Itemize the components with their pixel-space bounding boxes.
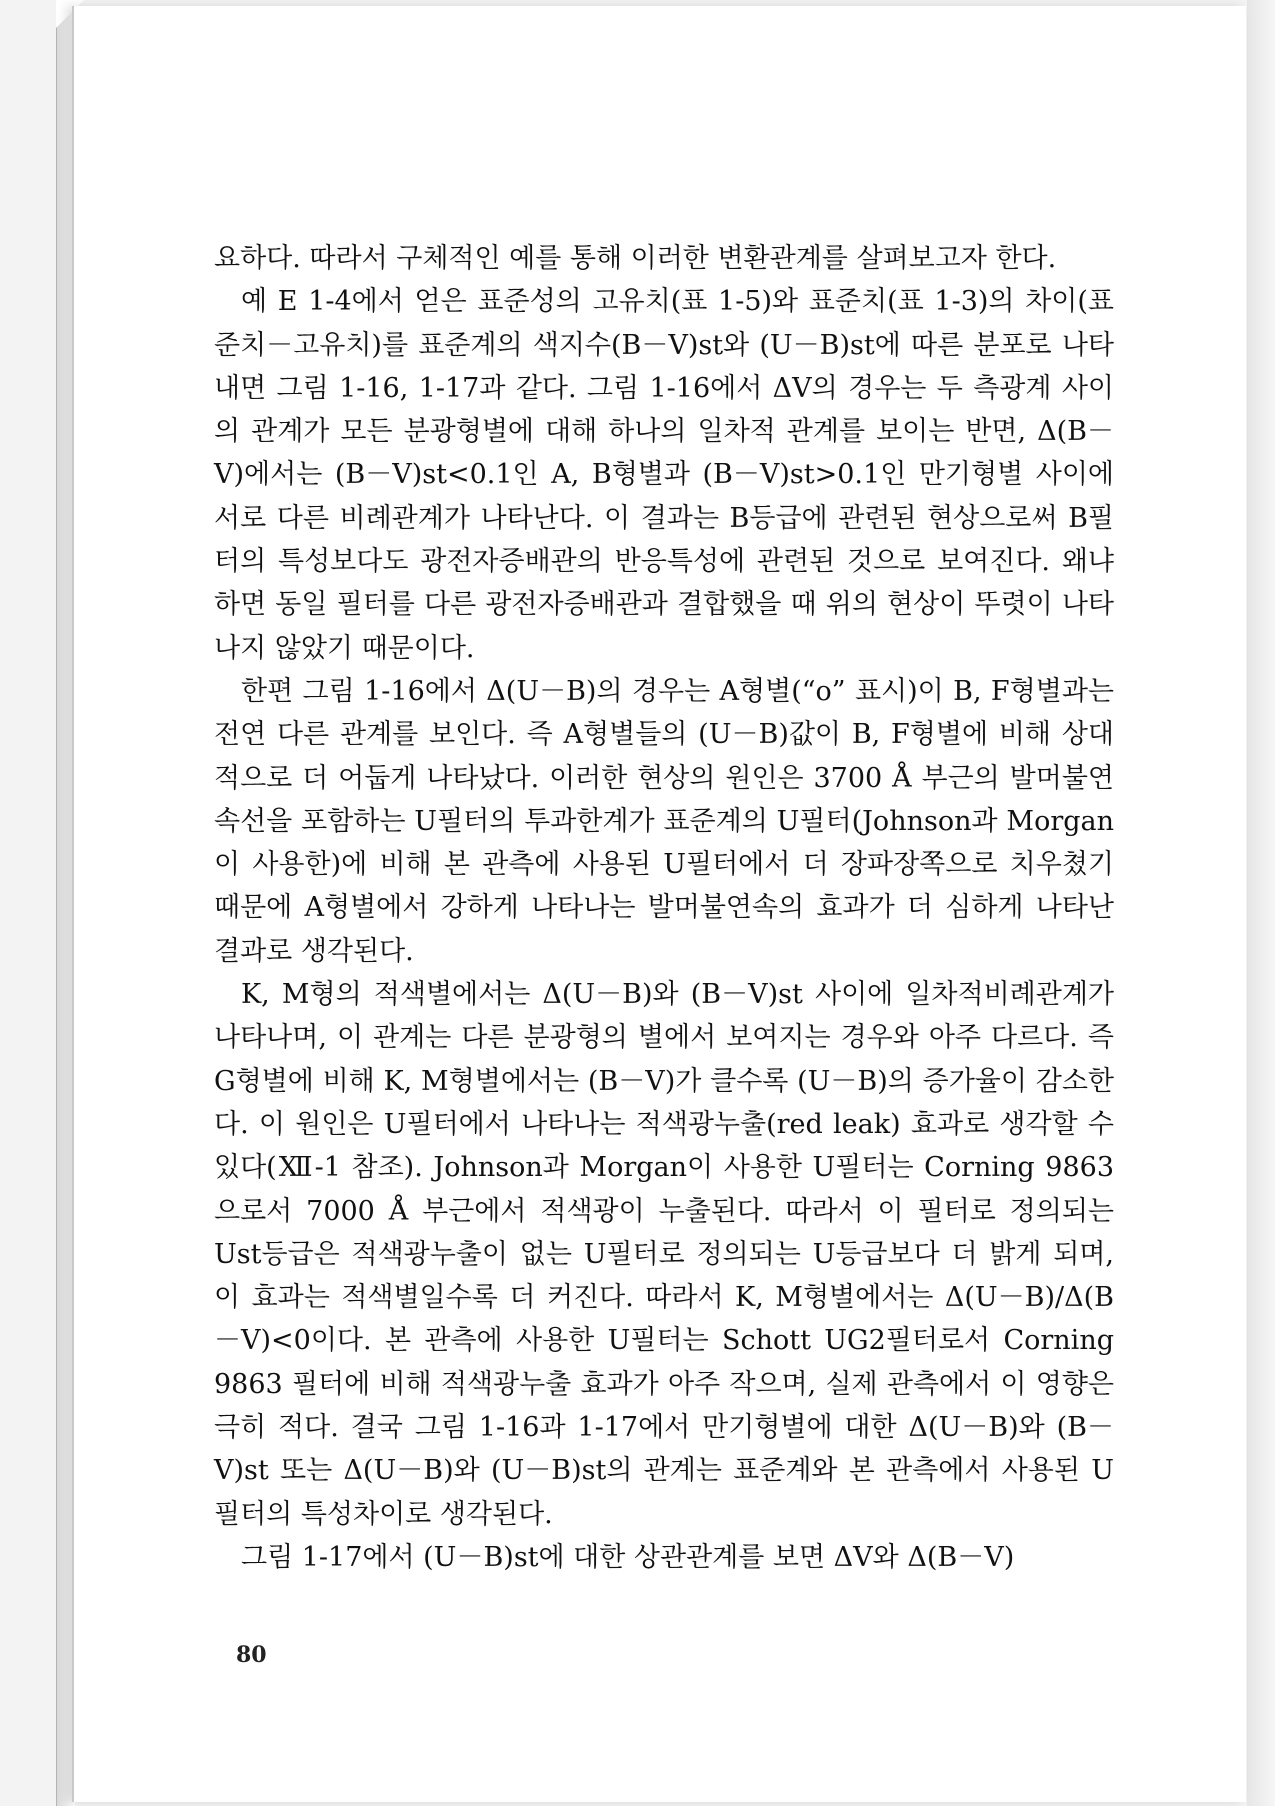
paragraph-3: 한편 그림 1-16에서 Δ(U－B)의 경우는 A형별(“o” 표시)이 B, F형별과는 전연 다른 관계를 보인다. 즉 A형별들의 (U－B)값이 B, F형별에 비해 상대적으로 더 어둡게 나타났다. 이러한 현상의 원인은 3700 Å 부근의 발머불연속선을 포함하는 U필터의 투과한계가 표준계의 U필터(Johnson과 Morgan이 사용한)에 비해 본 관측에 사용된 U필터에서 더 장파장쪽으로 치우쳤기 때문에 A형별에서 강하게 나타나는 발머불연속의 효과가 더 심하게 나타난 결과로 생각된다. bbox=[214, 675, 1114, 967]
body-text bbox=[214, 237, 1114, 1579]
paragraph-2: 예 E 1-4에서 얻은 표준성의 고유치(표 1-5)와 표준치(표 1-3)의 차이(표준치－고유치)를 표준계의 색지수(B－V)st와 (U－B)st에 따른 분포로 나타내면 그림 1-16, 1-17과 같다. 그림 1-16에서 ΔV의 경우는 두 측광계 사이의 관계가 모든 분광형별에 대해 하나의 일차적 관계를 보이는 반면, Δ(B－V)에서는 (B－V)st<0.1인 A, B형별과 (B－V)st>0.1인 만기형별 사이에 서로 다른 비례관계가 나타난다. 이 결과는 B등급에 관련된 현상으로써 B필터의 특성보다도 광전자증배관의 반응특성에 관련된 것으로 보여진다. 왜냐하면 동일 필터를 다른 광전자증배관과 결합했을 때 위의 현상이 뚜렷이 나타나지 않았기 때문이다. bbox=[214, 286, 1114, 664]
paragraph-4: K, M형의 적색별에서는 Δ(U－B)와 (B－V)st 사이에 일차적비례관계가 나타나며, 이 관계는 다른 분광형의 별에서 보여지는 경우와 아주 다르다. 즉 G형별에 비해 K, M형별에서는 (B－V)가 클수록 (U－B)의 증가율이 감소한다. 이 원인은 U필터에서 나타나는 적색광누출(red leak) 효과로 생각할 수 있다(Ⅻ-1 참조). Johnson과 Morgan이 사용한 U필터는 Corning 9863으로서 7000 Å 부근에서 적색광이 누출된다. 따라서 이 필터로 정의되는 Ust등급은 적색광누출이 없는 U필터로 정의되는 U등급보다 더 밝게 되며, 이 효과는 적색별일수록 더 커진다. 따라서 K, M형별에서는 Δ(U－B)/Δ(B－V)<0이다. 본 관측에 사용한 U필터는 Schott UG2필터로서 Corning 9863 필터에 비해 적색광누출 효과가 아주 작으며, 실제 관측에서 이 영향은 극히 적다. 결국 그림 1-16과 1-17에서 만기형별에 대한 Δ(U－B)와 (B－V)st 또는 Δ(U－B)와 (U－B)st의 관계는 표준계와 본 관측에서 사용된 U필터의 특성차이로 생각된다. bbox=[214, 979, 1114, 1530]
paragraph-5: 그림 1-17에서 (U－B)st에 대한 상관관계를 보면 ΔV와 Δ(B－V) bbox=[241, 1541, 1015, 1573]
page-number: 80 bbox=[236, 1642, 267, 1668]
right-shade bbox=[1247, 0, 1275, 1806]
paragraph-1: 요하다. 따라서 구체적인 예를 통해 이러한 변환관계를 살펴보고자 한다. bbox=[214, 243, 1057, 274]
